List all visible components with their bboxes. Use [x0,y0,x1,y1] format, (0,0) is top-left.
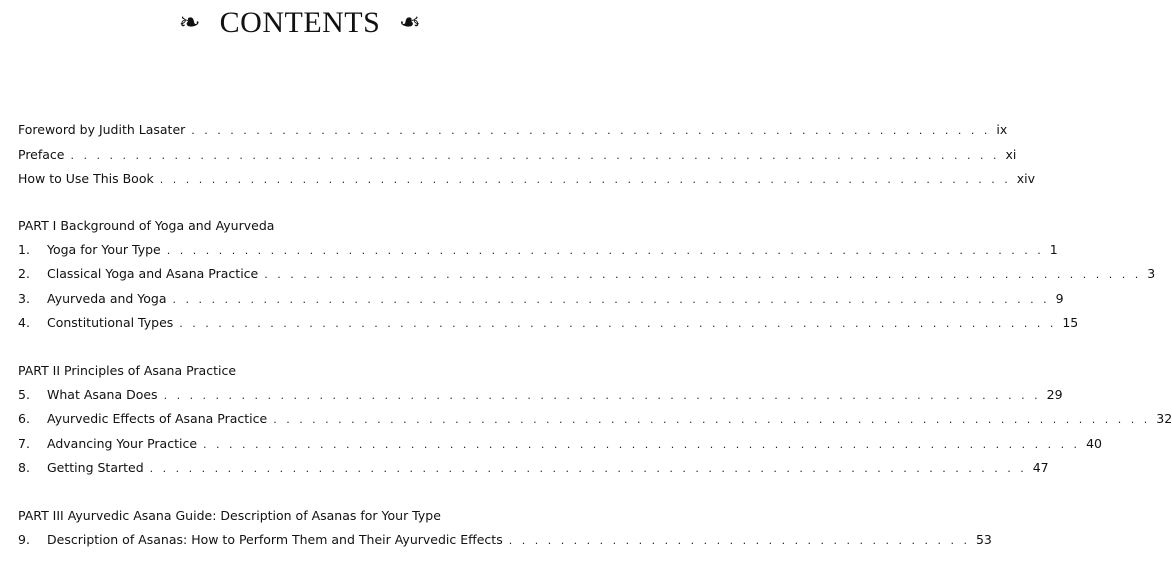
entry-page: xi [1005,146,1017,162]
entry-page: 1 [1049,241,1058,257]
toc-entry-chapter-5[interactable] [18,383,1063,408]
entry-page: xiv [1016,171,1036,186]
toc-entry-preface[interactable] [18,143,1017,168]
entry-label: Ayurvedic Effects of Asana Practice [47,411,268,426]
leader-dots: . . . . . . . . . . . . . . . . . . . . . . . . . . . . . . . . . . . . . . . . . . . . . . . . . . . . . . . . . . . . . . . . . . . . [166,243,1044,257]
part-heading-1: PART I Background of Yoga and Ayurveda [18,217,275,233]
leader-dots: . . . . . . . . . . . . . . . . . . . . . . . . . . . . . . . . . . . . . . . . . . . . . . . . . . . . . . . . . . . . . . . . . . . . [264,268,1142,281]
entry-page: 53 [975,531,992,547]
leader-dots: . . . . . . . . . . . . . . . . . . . . . . . . . . . . . . . . . . . . . . . . . . . . . . . . . . . . . . . . . . . . . . . . . . . . [273,413,1151,426]
toc-entry-chapter-4[interactable] [18,311,1079,336]
entry-page: 29 [1046,386,1063,402]
entry-label: Getting Started [47,460,144,475]
leader-dots: . . . . . . . . . . . . . . . . . . . . . . . . . . . . . . . . . . . . . . . . . . . . . . . . . . . . . . . . . . . . . . . . . . . . [179,317,1057,330]
page-title: CONTENTS [219,6,381,39]
toc-entry-chapter-3[interactable] [18,287,1064,312]
leader-dots: . . . . . . . . . . . . . . . . . . . . . . . . . . . . . . . . . . . . . . . . . . . . . . . . . . . . . . . . . . . . . . . . . . . . [203,437,1081,451]
toc-entry-chapter-8[interactable] [18,456,1049,481]
leader-dots: . . . . . . . . . . . . . . . . . . . . . . . . . . . . . . . . . . . . . . . . . . . . . . . . . . . . . . . . . . . . . . . . . . . . [172,292,1050,306]
leader-dots: . . . . . . . . . . . . . . . . . . . . . . . . . . . . . . . . . . . . . . . . . . . . . . . . . . . . . . . . . . . . . . . . . . [159,173,1011,186]
chapter-number: 9. [18,531,30,547]
entry-label: Classical Yoga and Asana Practice [47,266,259,281]
toc-entry-how-to-use[interactable] [18,167,1036,192]
entry-label: Ayurveda and Yoga [47,290,167,306]
entry-label: How to Use This Book [18,171,154,186]
toc-entry-chapter-2[interactable] [18,262,1156,287]
leader-dots: . . . . . . . . . . . . . . . . . . . . . . . . . . . . . . . . . . . . . . . . . . . . . . . . . . . . . . . . . . . . . . [191,124,991,137]
toc-entry-chapter-1[interactable] [18,238,1058,263]
chapter-number: 8. [18,460,30,475]
chapter-number: 5. [18,386,30,402]
chapter-number: 4. [18,315,30,330]
toc-entry-chapter-9[interactable] [18,528,992,553]
chapter-number: 2. [18,266,30,281]
entry-label: Advancing Your Practice [47,435,198,451]
entry-label: Foreword by Judith Lasater [18,122,186,137]
entry-page: 40 [1086,435,1102,451]
part-heading-2: PART II Principles of Asana Practice [18,362,237,378]
entry-label: Description of Asanas: How to Perform Them and Their Ayurvedic Effects [47,531,503,547]
chapter-number: 3. [18,290,30,306]
toc-entry-chapter-7[interactable] [18,432,1102,457]
leader-dots: . . . . . . . . . . . . . . . . . . . . . . . . . . . . . . . . . . . . . . . . . . . . . . . . . . . . . . . . . . . . . . . . . . . . [149,462,1027,475]
entry-page: 47 [1032,460,1049,475]
entry-label: What Asana Does [47,386,158,402]
entry-label: Preface [18,146,65,162]
toc-entry-chapter-6[interactable] [18,407,1172,432]
chapter-number: 6. [18,411,30,426]
entry-page: 3 [1147,266,1156,281]
entry-page: 9 [1055,290,1064,306]
chapter-number: 7. [18,435,30,451]
leader-dots: . . . . . . . . . . . . . . . . . . . . . . . . . . . . . . . . . . . . [508,533,970,547]
entry-page: 15 [1062,315,1079,330]
toc-entry-foreword[interactable] [18,118,1008,143]
chapter-number: 1. [18,241,30,257]
entry-label: Constitutional Types [47,315,174,330]
leader-dots: . . . . . . . . . . . . . . . . . . . . . . . . . . . . . . . . . . . . . . . . . . . . . . . . . . . . . . . . . . . . . . . . . . . . . . . . [70,148,1000,162]
ornament-right-icon: ❧ [399,8,422,37]
ornament-left-icon: ❧ [178,8,201,37]
entry-page: 32 [1156,411,1172,426]
page-header [0,6,600,40]
leader-dots: . . . . . . . . . . . . . . . . . . . . . . . . . . . . . . . . . . . . . . . . . . . . . . . . . . . . . . . . . . . . . . . . . . . . [163,388,1041,402]
entry-page: ix [996,122,1008,137]
part-heading-3: PART III Ayurvedic Asana Guide: Description of Asanas for Your Type [18,507,441,523]
table-of-contents [18,118,1172,552]
entry-label: Yoga for Your Type [47,241,161,257]
